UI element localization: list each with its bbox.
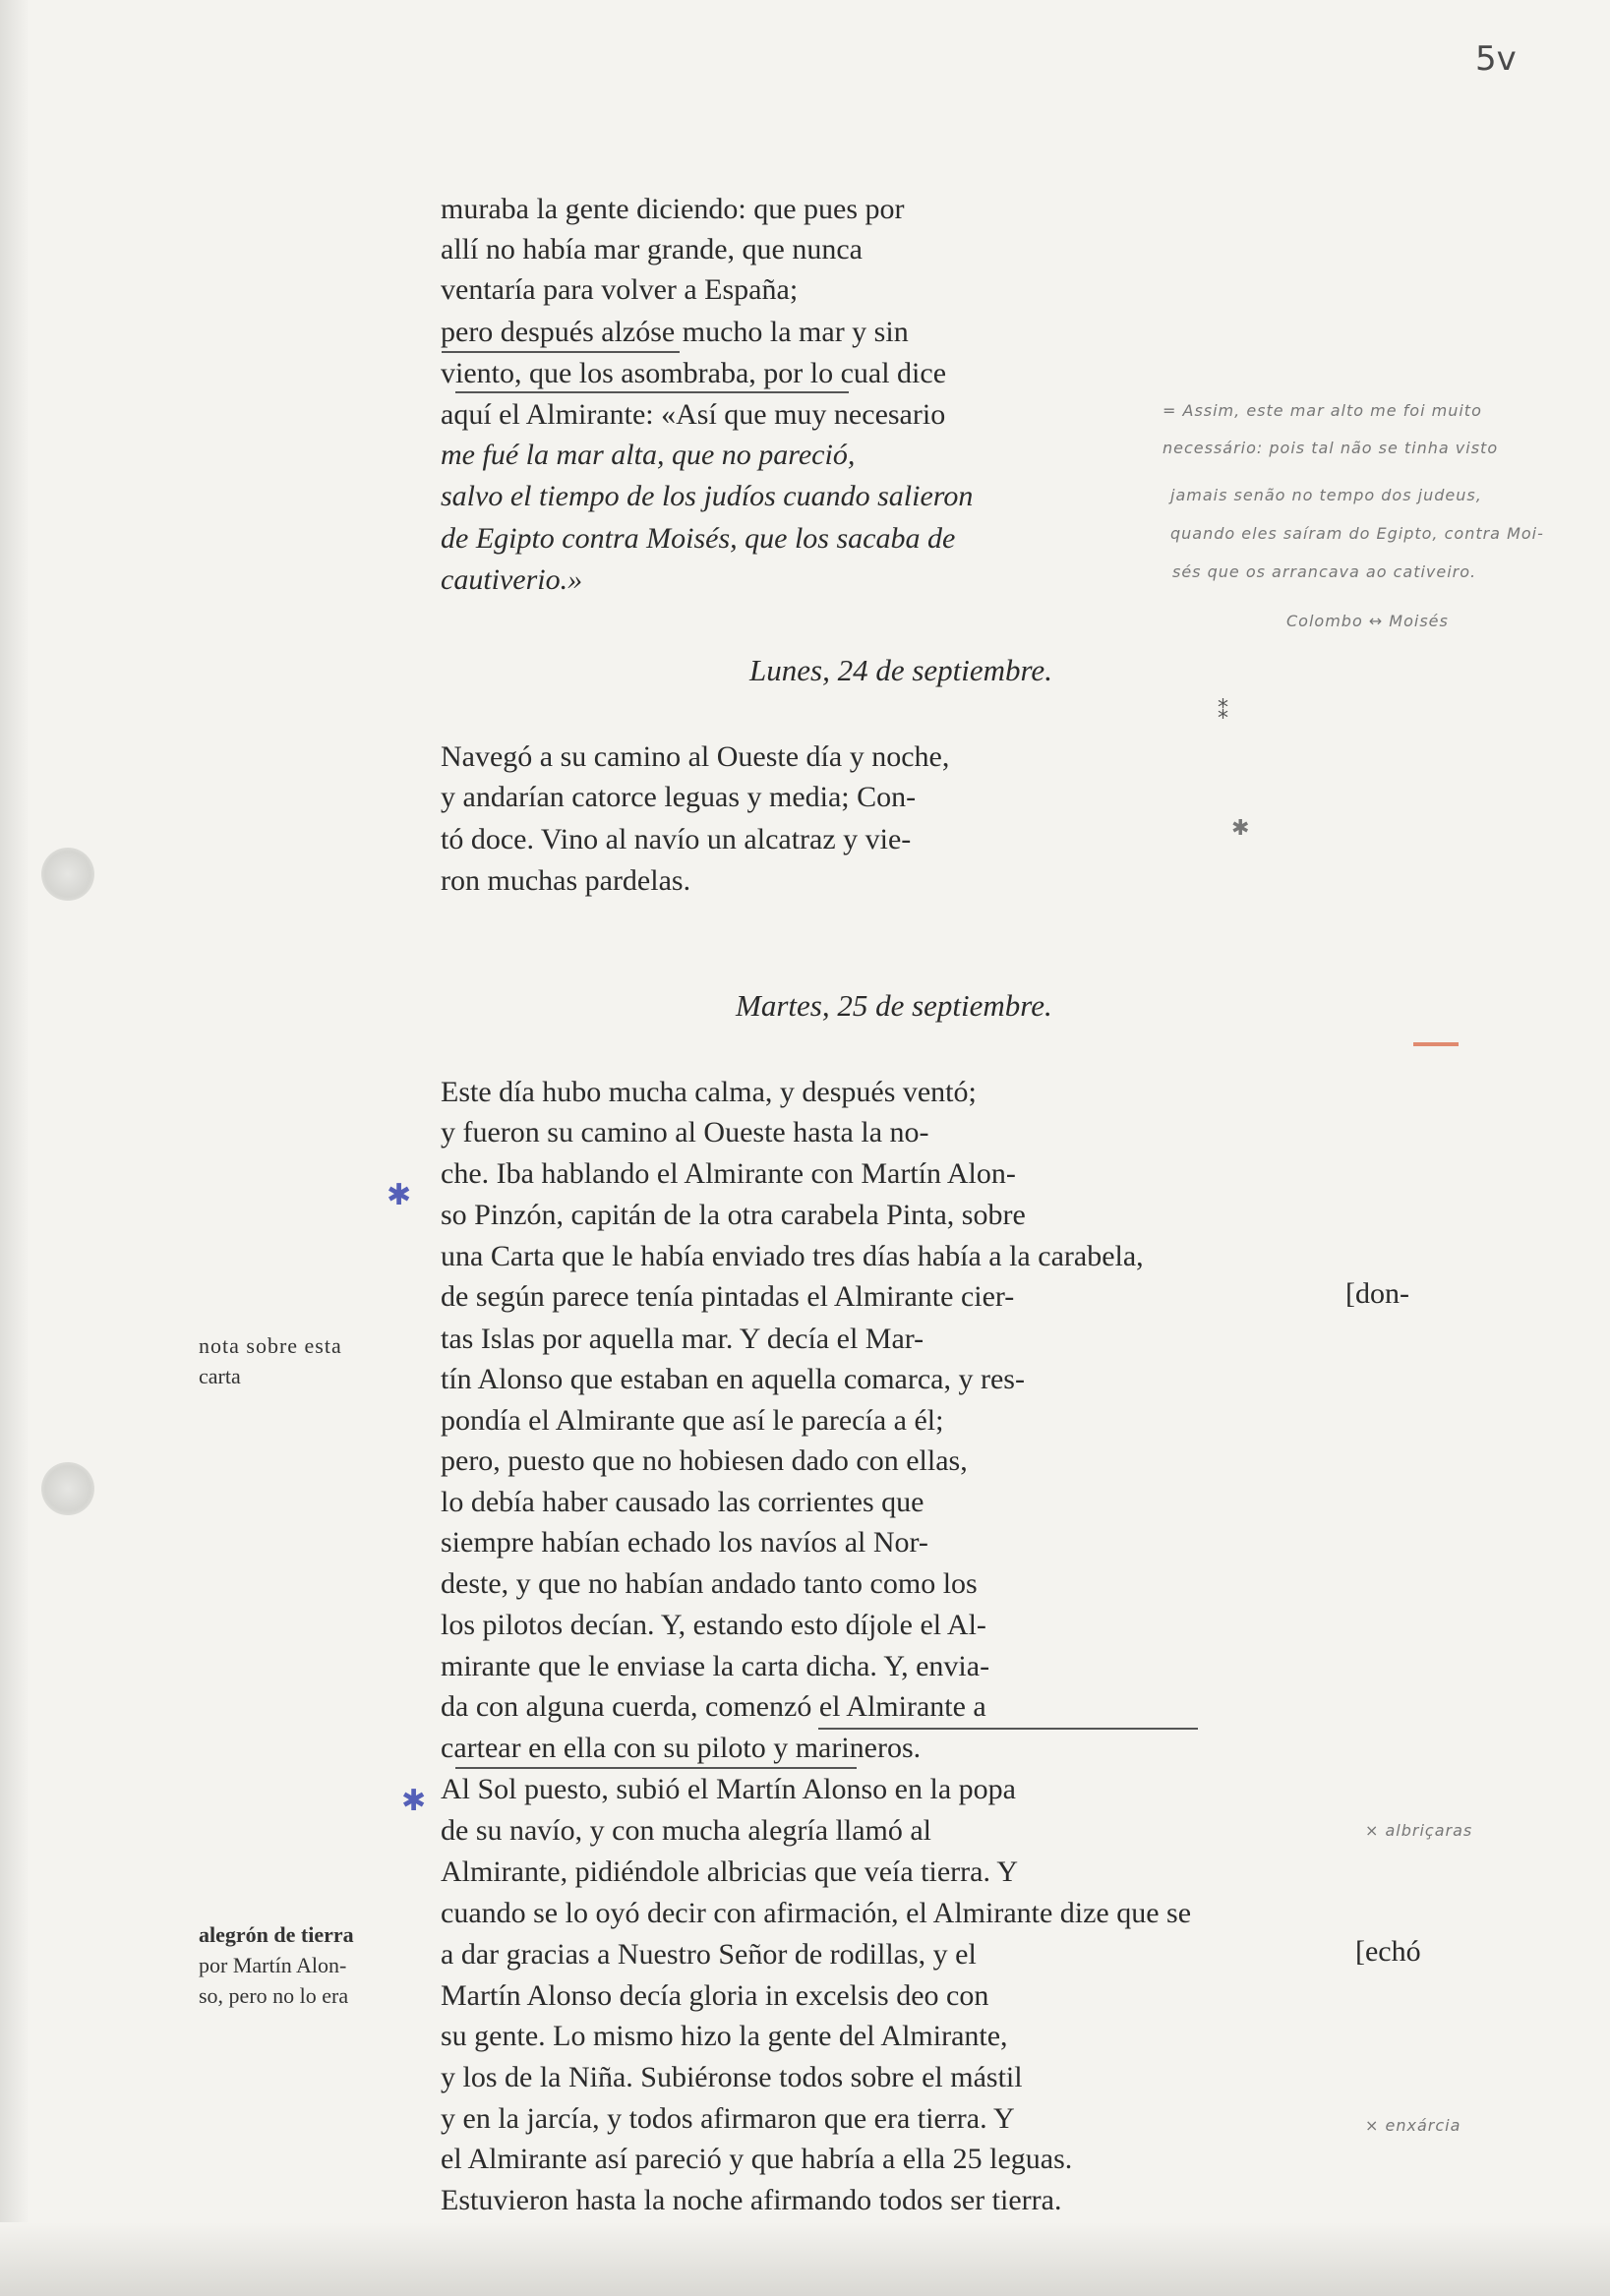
text-line: el Almirante así pareció y que habría a ella 25 leguas. bbox=[441, 2143, 1073, 2175]
text-line: tas Islas por aquella mar. Y decía el Mar- bbox=[441, 1323, 924, 1355]
text-line: su gente. Lo mismo hizo la gente del Almirante, bbox=[441, 2020, 1008, 2052]
red-pencil-mark bbox=[1413, 1042, 1459, 1046]
margin-note-line: so, pero no lo era bbox=[199, 1983, 349, 2008]
text-line: Almirante, pidiéndole albricias que veía tierra. Y bbox=[441, 1855, 1018, 1888]
text-line: lo debía haber causado las corrientes que bbox=[441, 1486, 924, 1518]
text-line: Navegó a su camino al Oueste día y noche, bbox=[441, 740, 950, 773]
pencil-mark: ⁑ bbox=[1218, 700, 1229, 725]
text-line: pondía el Almirante que así le parecía a él; bbox=[441, 1404, 944, 1437]
text-line: Este día hubo mucha calma, y después ventó; bbox=[441, 1076, 977, 1108]
margin-note-line: nota sobre esta bbox=[199, 1333, 342, 1358]
text-line: una Carta que le había enviado tres días había a la carabela, bbox=[441, 1240, 1144, 1272]
handwritten-note-albricias: × albriçaras bbox=[1365, 1821, 1473, 1840]
handwritten-line: necessário: pois tal não se tinha visto bbox=[1163, 439, 1499, 457]
bracket-insertion: [don- bbox=[1345, 1277, 1409, 1310]
bracket-insertion: [echó bbox=[1355, 1935, 1421, 1968]
punch-hole bbox=[41, 1462, 94, 1515]
text-line: Al Sol puesto, subió el Martín Alonso en la popa bbox=[441, 1773, 1016, 1805]
text-line: da con alguna cuerda, comenzó el Almirante a bbox=[441, 1690, 986, 1723]
pencil-mark: ✱ bbox=[1231, 816, 1251, 841]
text-line: allí no había mar grande, que nunca bbox=[441, 233, 863, 265]
text-line: y los de la Niña. Subiéronse todos sobre el mástil bbox=[441, 2061, 1023, 2093]
handwritten-line: sés que os arrancava ao cativeiro. bbox=[1172, 562, 1477, 581]
pencil-underline bbox=[455, 391, 849, 393]
text-line: y en la jarcía, y todos afirmaron que era tierra. Y bbox=[441, 2102, 1015, 2135]
text-line: Martín Alonso decía gloria in excelsis deo con bbox=[441, 1979, 989, 2012]
text-line: pero después alzóse mucho la mar y sin bbox=[441, 316, 909, 348]
text-line: y fueron su camino al Oueste hasta la no- bbox=[441, 1116, 929, 1148]
text-line: de Egipto contra Moisés, que los sacaba de bbox=[441, 522, 956, 555]
text-line: me fué la mar alta, que no pareció, bbox=[441, 439, 856, 471]
pencil-underline bbox=[818, 1728, 1198, 1730]
text-line: viento, que los asombraba, por lo cual dice bbox=[441, 357, 947, 389]
handwritten-line: = Assim, este mar alto me foi muito bbox=[1163, 401, 1482, 420]
scan-edge-shadow bbox=[0, 0, 30, 2296]
text-line: cautiverio.» bbox=[441, 563, 583, 596]
text-line: mirante que le enviase la carta dicha. Y, envia- bbox=[441, 1650, 990, 1682]
handwritten-line: Colombo ↔ Moisés bbox=[1286, 612, 1449, 630]
text-line: deste, y que no habían andado tanto como los bbox=[441, 1567, 978, 1600]
pencil-underline bbox=[455, 1767, 857, 1769]
text-line: Estuvieron hasta la noche afirmando todos ser tierra. bbox=[441, 2184, 1062, 2216]
text-line: los pilotos decían. Y, estando esto díjole el Al- bbox=[441, 1609, 986, 1641]
text-line: aquí el Almirante: «Así que muy necesario bbox=[441, 398, 946, 431]
date-heading: Lunes, 24 de septiembre. bbox=[749, 653, 1052, 687]
margin-note-line: carta bbox=[199, 1364, 241, 1388]
punch-hole bbox=[41, 848, 94, 901]
text-line: pero, puesto que no hobiesen dado con ellas, bbox=[441, 1444, 968, 1477]
text-line: so Pinzón, capitán de la otra carabela Pinta, sobre bbox=[441, 1199, 1026, 1231]
margin-note-line: alegrón de tierra bbox=[199, 1922, 354, 1947]
text-line: che. Iba hablando el Almirante con Martín Alon- bbox=[441, 1157, 1016, 1190]
text-line: salvo el tiempo de los judíos cuando salieron bbox=[441, 480, 974, 512]
text-line: siempre habían echado los navíos al Nor- bbox=[441, 1526, 928, 1559]
text-line: muraba la gente diciendo: que pues por bbox=[441, 193, 905, 225]
text-line: tín Alonso que estaban en aquella comarca, y res- bbox=[441, 1363, 1025, 1395]
text-line: de según parece tenía pintadas el Almirante cier- bbox=[441, 1280, 1015, 1313]
text-line: cartear en ella con su piloto y marineros. bbox=[441, 1732, 922, 1764]
text-line: cuando se lo oyó decir con afirmación, el Almirante dize que se bbox=[441, 1897, 1192, 1929]
text-line: tó doce. Vino al navío un alcatraz y vie- bbox=[441, 823, 912, 855]
scan-bottom-shadow bbox=[0, 2222, 1610, 2296]
text-line: de su navío, y con mucha alegría llamó al bbox=[441, 1814, 931, 1847]
blue-star-mark: ✱ bbox=[387, 1178, 412, 1212]
text-line: ventaría para volver a España; bbox=[441, 273, 799, 306]
handwritten-note-enxarcia: × enxárcia bbox=[1365, 2116, 1461, 2135]
pencil-underline bbox=[442, 351, 680, 353]
text-line: a dar gracias a Nuestro Señor de rodillas, y el bbox=[441, 1938, 977, 1971]
text-line: ron muchas pardelas. bbox=[441, 864, 691, 897]
blue-star-mark: ✱ bbox=[401, 1784, 427, 1818]
handwritten-line: quando eles saíram do Egipto, contra Moi- bbox=[1170, 524, 1544, 543]
date-heading: Martes, 25 de septiembre. bbox=[736, 988, 1052, 1023]
margin-note-line: por Martín Alon- bbox=[199, 1953, 347, 1977]
page-number: 5v bbox=[1475, 39, 1517, 79]
handwritten-line: jamais senão no tempo dos judeus, bbox=[1170, 486, 1482, 504]
text-line: y andarían catorce leguas y media; Con- bbox=[441, 781, 917, 813]
